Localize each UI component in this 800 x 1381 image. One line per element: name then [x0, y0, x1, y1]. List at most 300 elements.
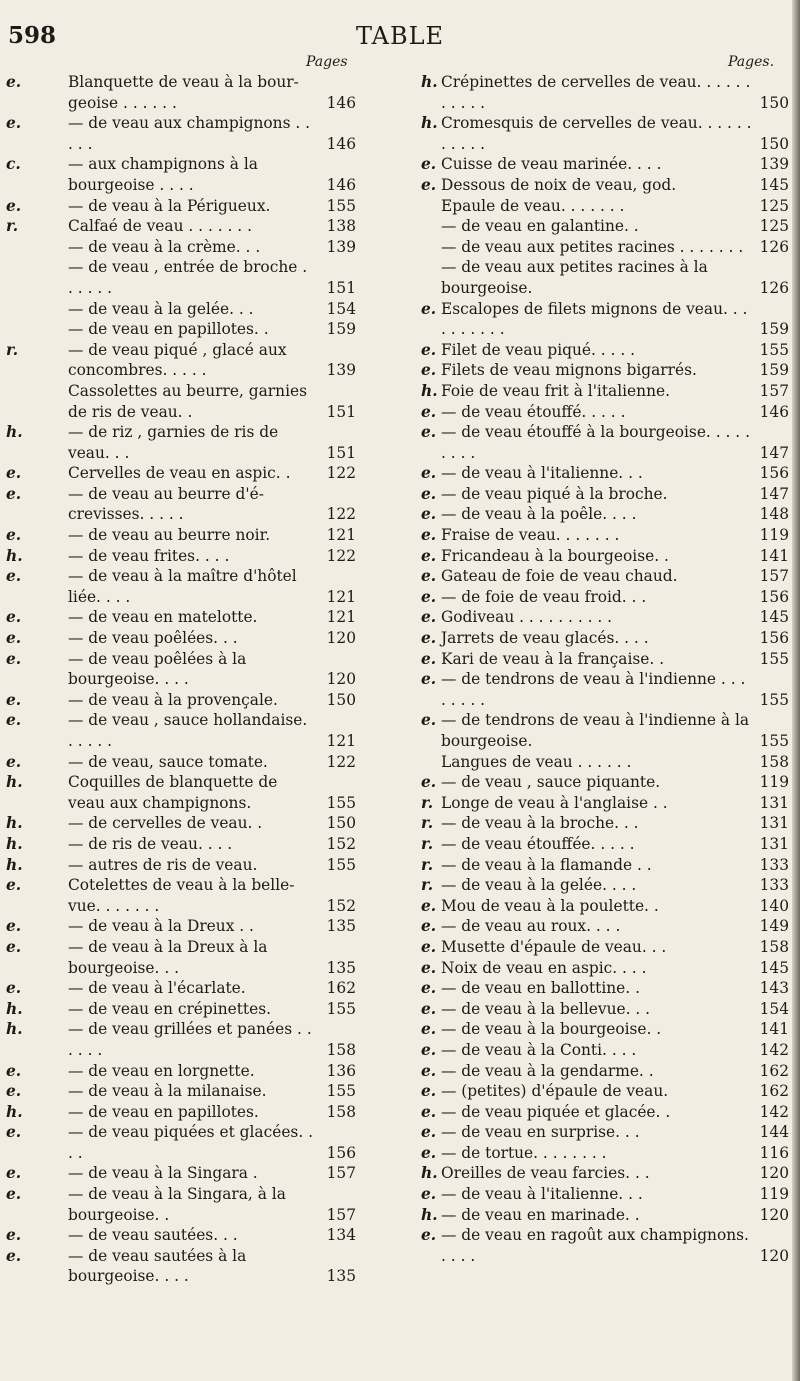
entry-page-number: 146 [326, 175, 356, 194]
entry-title: — de ris de veau. . . . [68, 834, 233, 853]
entry-title: — aux champignons à la bourgeoise . . . . [68, 155, 258, 194]
index-entry [421, 793, 793, 814]
entry-title: — de veau à la crème. . . [68, 237, 261, 256]
index-entry [421, 607, 793, 628]
entry-title: — de veau à la Singara, à la bourgeoise. . [68, 1185, 286, 1224]
entry-title: — de veau piquée et glacée. . [441, 1102, 671, 1121]
entry-title: Dessous de noix de veau, god. [441, 175, 677, 194]
entry-page-number: 142 [759, 1040, 789, 1059]
entry-page-number: 150 [759, 134, 789, 153]
entry-page-number: 145 [759, 175, 789, 194]
entry-title: — de veau poêlées. . . [68, 629, 238, 648]
left-column-pages-heading: Pages [306, 54, 348, 70]
entry-category-letter: e. [6, 1123, 22, 1142]
entry-category-letter: h. [6, 814, 23, 833]
entry-page-number: 143 [759, 979, 789, 998]
index-entry [421, 216, 793, 237]
entry-category-letter: e. [6, 1185, 22, 1204]
entry-page-number: 146 [759, 402, 789, 421]
entry-page-number: 156 [759, 629, 789, 648]
entry-title: Cromesquis de cervelles de veau. . . . . . . . . . . [441, 114, 752, 153]
entry-title: Musette d'épaule de veau. . . [441, 937, 667, 956]
entry-category-letter: e. [421, 917, 437, 936]
entry-category-letter: r. [421, 876, 434, 895]
index-entry [4, 1163, 360, 1184]
entry-page-number: 146 [326, 93, 356, 112]
entry-title: — de veau étouffé. . . . . [441, 402, 626, 421]
entry-page-number: 126 [759, 278, 789, 297]
entry-page-number: 122 [326, 464, 356, 483]
entry-title: Blanquette de veau à la bourgeoise . . . . . . [68, 73, 299, 112]
entry-category-letter: e. [6, 1164, 22, 1183]
entry-page-number: 159 [759, 361, 789, 380]
entry-category-letter: e. [421, 629, 437, 648]
entry-page-number: 155 [759, 340, 789, 359]
entry-category-letter: h. [6, 1102, 23, 1121]
index-entry [421, 299, 793, 340]
entry-title: — de cervelles de veau. . [68, 814, 263, 833]
index-entry [421, 566, 793, 587]
index-entry [4, 72, 360, 113]
entry-page-number: 135 [326, 1267, 356, 1286]
entry-title: — de tortue. . . . . . . . [441, 1143, 607, 1162]
entry-page-number: 145 [759, 608, 789, 627]
entry-page-number: 151 [326, 278, 356, 297]
entry-category-letter: h. [6, 855, 23, 874]
entry-category-letter: e. [6, 876, 22, 895]
entry-category-letter: e. [6, 1061, 22, 1080]
entry-title: — de veau piqué , glacé aux concombres. . . . . [68, 340, 287, 380]
index-entry [421, 175, 793, 196]
index-entry [4, 628, 360, 649]
entry-page-number: 146 [326, 134, 356, 153]
entry-page-number: 159 [326, 320, 356, 339]
entry-category-letter: e. [6, 608, 22, 627]
index-entry [4, 1081, 360, 1102]
entry-page-number: 126 [759, 237, 789, 256]
entry-page-number: 148 [759, 505, 789, 524]
index-entry [4, 999, 360, 1020]
entry-page-number: 150 [326, 814, 356, 833]
entry-category-letter: e. [421, 526, 437, 545]
entry-title: — de veau , sauce hollandaise. . . . . . [68, 711, 308, 750]
entry-title: Foie de veau frit à l'italienne. [441, 381, 670, 400]
entry-title: Epaule de veau. . . . . . . [441, 196, 625, 215]
entry-category-letter: e. [6, 484, 22, 503]
entry-title: Cuisse de veau marinée. . . . [441, 155, 662, 174]
entry-page-number: 152 [326, 834, 356, 853]
entry-category-letter: e. [6, 690, 22, 709]
entry-title: Kari de veau à la française. . [441, 649, 665, 668]
index-entry [421, 340, 793, 361]
entry-title: — de veau en papillotes. [68, 1102, 259, 1121]
index-entry [4, 916, 360, 937]
entry-title: — de veau poêlées à la bourgeoise. . . . [68, 649, 247, 689]
index-entry [421, 1225, 793, 1266]
entry-title: — de veau à la maître d'hôtel liée. . . . [68, 567, 297, 606]
index-entry [4, 257, 360, 298]
entry-title: — de veau étouffé à la bourgeoise. . . . . . . . . [441, 423, 750, 462]
entry-page-number: 151 [326, 443, 356, 462]
index-entry [4, 237, 360, 258]
entry-title: — de veau sautées à la bourgeoise. . . . [68, 1246, 247, 1286]
entry-page-number: 142 [759, 1102, 789, 1121]
entry-page-number: 138 [326, 217, 356, 236]
entry-title: — de veau à l'écarlate. [68, 979, 246, 998]
entry-category-letter: e. [421, 608, 437, 627]
index-entry [421, 587, 793, 608]
entry-category-letter: h. [6, 773, 23, 792]
index-entry [4, 937, 360, 978]
entry-page-number: 159 [759, 320, 789, 339]
entry-title: Cotelettes de veau à la bellevue. . . . . . . [68, 876, 295, 915]
entry-category-letter: e. [6, 917, 22, 936]
entry-title: — de veau, sauce tomate. [68, 752, 268, 771]
index-entry [4, 154, 360, 195]
entry-category-letter: e. [421, 299, 437, 318]
entry-category-letter: h. [6, 423, 23, 442]
entry-page-number: 122 [326, 505, 356, 524]
right-column-pages-heading: Pages. [728, 54, 775, 70]
entry-category-letter: r. [421, 855, 434, 874]
entry-title: — de foie de veau froid. . . [441, 587, 647, 606]
entry-page-number: 157 [759, 381, 789, 400]
entry-title: Gateau de foie de veau chaud. [441, 567, 678, 586]
entry-page-number: 151 [326, 402, 356, 421]
index-entry [421, 1163, 793, 1184]
index-entry [421, 360, 793, 381]
entry-page-number: 156 [759, 464, 789, 483]
entry-category-letter: e. [421, 546, 437, 565]
entry-page-number: 147 [759, 443, 789, 462]
index-entry [421, 72, 793, 113]
index-entry [4, 1061, 360, 1082]
entry-title: — de veau , sauce piquante. [441, 773, 661, 792]
entry-page-number: 139 [326, 237, 356, 256]
entry-page-number: 121 [326, 732, 356, 750]
entry-title: — de veau au beurre noir. [68, 526, 271, 545]
index-entry [4, 1225, 360, 1246]
entry-category-letter: e. [6, 196, 22, 215]
entry-page-number: 154 [326, 299, 356, 318]
entry-category-letter: r. [6, 340, 19, 359]
entry-title: — de veau aux petites racines . . . . . . . [441, 237, 744, 256]
entry-page-number: 120 [326, 629, 356, 648]
entry-page-number: 119 [759, 1185, 789, 1204]
index-entry [421, 875, 793, 896]
index-entry [421, 628, 793, 649]
entry-category-letter: h. [6, 546, 23, 565]
entry-category-letter: e. [421, 464, 437, 483]
entry-page-number: 131 [759, 793, 789, 812]
entry-category-letter: e. [421, 649, 437, 668]
entry-page-number: 125 [759, 217, 789, 236]
entry-title: Godiveau . . . . . . . . . . [441, 608, 613, 627]
entry-title: — de veau en galantine. . [441, 217, 639, 236]
index-entry [4, 855, 360, 876]
entry-page-number: 158 [759, 752, 789, 771]
entry-page-number: 139 [759, 155, 789, 174]
entry-category-letter: e. [421, 484, 437, 503]
entry-category-letter: e. [421, 1020, 437, 1039]
entry-category-letter: c. [6, 155, 21, 174]
entry-title: Crépinettes de cervelles de veau. . . . . . . . . . . [441, 73, 751, 112]
entry-page-number: 155 [326, 196, 356, 215]
index-entry [421, 463, 793, 484]
entry-page-number: 119 [759, 773, 789, 792]
index-entry [421, 710, 793, 751]
index-entry [421, 649, 793, 670]
entry-title: — de veau à l'italienne. . . [441, 464, 643, 483]
entry-title: — de veau en matelotte. [68, 608, 258, 627]
entry-title: — de veau piquées et glacées. . . . [68, 1123, 314, 1162]
entry-page-number: 157 [759, 567, 789, 586]
entry-category-letter: e. [6, 464, 22, 483]
entry-category-letter: e. [421, 1226, 437, 1245]
entry-title: — de veau à la Dreux à la bourgeoise. . . [68, 937, 268, 977]
entry-page-number: 133 [759, 876, 789, 895]
index-entry [421, 237, 793, 258]
entry-title: — de veau en ballottine. . [441, 979, 640, 998]
index-entry [421, 257, 793, 298]
index-entry [421, 669, 793, 710]
right-column [421, 72, 793, 1266]
entry-title: Filets de veau mignons bigarrés. [441, 361, 697, 380]
entry-category-letter: h. [421, 1205, 438, 1224]
entry-category-letter: e. [421, 175, 437, 194]
index-entry [4, 1102, 360, 1123]
entry-page-number: 139 [326, 361, 356, 380]
entry-category-letter: e. [6, 1226, 22, 1245]
entry-page-number: 135 [326, 917, 356, 936]
index-entry [4, 752, 360, 773]
entry-title: — de veau à la gendarme. . [441, 1061, 654, 1080]
index-entry [421, 1205, 793, 1226]
entry-category-letter: e. [421, 937, 437, 956]
entry-category-letter: e. [421, 587, 437, 606]
entry-category-letter: e. [6, 567, 22, 586]
entry-category-letter: e. [6, 1082, 22, 1101]
entry-title: — de veau grillées et panées . . . . . . [68, 1020, 312, 1059]
entry-page-number: 158 [326, 1040, 356, 1059]
entry-title: — de veau à la bellevue. . . [441, 999, 651, 1018]
entry-page-number: 122 [326, 752, 356, 771]
entry-title: Escalopes de filets mignons de veau. . . . . . . . . . [441, 299, 748, 339]
entry-title: Coquilles de blanquette de veau aux champignons. [68, 773, 278, 812]
entry-category-letter: e. [6, 711, 22, 730]
entry-category-letter: h. [6, 834, 23, 853]
entry-title: — de veau à la broche. . . [441, 814, 639, 833]
entry-category-letter: e. [6, 979, 22, 998]
entry-page-number: 133 [759, 855, 789, 874]
index-entry [421, 1081, 793, 1102]
header [0, 14, 800, 54]
entry-title: Noix de veau en aspic. . . . [441, 958, 647, 977]
entry-title: — de riz , garnies de ris de veau. . . [68, 423, 279, 462]
entry-page-number: 154 [759, 999, 789, 1018]
index-entry [4, 381, 360, 422]
index-entry [421, 1122, 793, 1143]
index-entry [421, 1143, 793, 1164]
index-entry [4, 813, 360, 834]
index-entry [421, 484, 793, 505]
entry-title: Jarrets de veau glacés. . . . [441, 629, 649, 648]
index-entry [4, 1122, 360, 1163]
entry-title: — de veau en crépinettes. [68, 999, 271, 1018]
entry-title: — de veau à la gelée. . . [68, 299, 254, 318]
entry-category-letter: e. [6, 752, 22, 771]
entry-category-letter: e. [421, 361, 437, 380]
entry-category-letter: e. [421, 773, 437, 792]
index-entry [421, 402, 793, 423]
entry-title: Fraise de veau. . . . . . . [441, 526, 620, 545]
index-entry [4, 1246, 360, 1287]
entry-category-letter: e. [421, 340, 437, 359]
index-entry [421, 958, 793, 979]
index-entry [4, 875, 360, 916]
entry-page-number: 162 [759, 1082, 789, 1101]
entry-title: Filet de veau piqué. . . . . [441, 340, 636, 359]
entry-category-letter: e. [421, 1123, 437, 1142]
entry-category-letter: e. [421, 1082, 437, 1101]
entry-title: Cervelles de veau en aspic. . [68, 464, 291, 483]
index-entry [421, 196, 793, 217]
entry-category-letter: e. [6, 649, 22, 668]
entry-category-letter: e. [421, 1061, 437, 1080]
entry-title: — de veau en papillotes. . [68, 320, 269, 339]
entry-title: — de veau au roux. . . . [441, 917, 621, 936]
entry-category-letter: e. [421, 402, 437, 421]
entry-title: — de veau à la Conti. . . . [441, 1040, 637, 1059]
entry-page-number: 134 [326, 1226, 356, 1245]
entry-title: — de tendrons de veau à l'indienne . . . . . . . . [441, 670, 746, 709]
entry-page-number: 157 [326, 1205, 356, 1224]
index-entry [421, 978, 793, 999]
entry-title: Calfaé de veau . . . . . . . [68, 217, 252, 236]
index-entry [4, 319, 360, 340]
entry-page-number: 144 [759, 1123, 789, 1142]
entry-category-letter: e. [6, 526, 22, 545]
entry-category-letter: h. [421, 114, 438, 133]
entry-page-number: 122 [326, 546, 356, 565]
entry-page-number: 162 [759, 1061, 789, 1080]
entry-category-letter: e. [6, 73, 22, 91]
index-entry [4, 1019, 360, 1060]
entry-page-number: 141 [759, 1020, 789, 1039]
entry-page-number: 131 [759, 814, 789, 833]
index-entry [421, 381, 793, 402]
entry-title: — de veau à la flamande . . [441, 855, 652, 874]
entry-page-number: 120 [759, 1164, 789, 1183]
entry-page-number: 155 [759, 649, 789, 668]
entry-title: — de veau en lorgnette. [68, 1061, 255, 1080]
entry-category-letter: e. [6, 114, 22, 133]
entry-title: — de veau aux petites racines à la bourgeoise. [441, 258, 708, 297]
entry-page-number: 116 [759, 1143, 789, 1162]
entry-title: — de veau étouffée. . . . . [441, 834, 635, 853]
entry-title: — de veau sautées. . . [68, 1226, 238, 1245]
entry-page-number: 121 [326, 526, 356, 545]
entry-category-letter: e. [421, 670, 437, 689]
index-entry [4, 566, 360, 607]
entry-page-number: 152 [326, 896, 356, 915]
entry-page-number: 141 [759, 546, 789, 565]
index-entry [4, 299, 360, 320]
entry-category-letter: h. [421, 73, 438, 91]
entry-title: Fricandeau à la bourgeoise. . [441, 546, 669, 565]
index-entry [4, 649, 360, 690]
index-entry [421, 937, 793, 958]
entry-category-letter: h. [421, 381, 438, 400]
left-column [4, 72, 360, 1287]
index-entry [4, 196, 360, 217]
entry-title: — de veau à la milanaise. [68, 1082, 267, 1101]
entry-page-number: 155 [759, 690, 789, 709]
entry-page-number: 136 [326, 1061, 356, 1080]
entry-title: — de veau à la gelée. . . . [441, 876, 637, 895]
entry-title: — de veau frites. . . . [68, 546, 230, 565]
entry-page-number: 120 [326, 670, 356, 689]
index-entry [4, 690, 360, 711]
entry-category-letter: e. [421, 979, 437, 998]
entry-page-number: 156 [759, 587, 789, 606]
entry-title: — de veau piqué à la broche. [441, 484, 668, 503]
entry-title: Langues de veau . . . . . . [441, 752, 632, 771]
entry-title: Oreilles de veau farcies. . . [441, 1164, 650, 1183]
entry-category-letter: e. [421, 1143, 437, 1162]
entry-category-letter: h. [421, 1164, 438, 1183]
index-entry [421, 752, 793, 773]
entry-title: — de veau à la poêle. . . . [441, 505, 637, 524]
entry-category-letter: e. [421, 505, 437, 524]
index-entry [421, 1061, 793, 1082]
entry-page-number: 158 [759, 937, 789, 956]
index-entry [421, 1184, 793, 1205]
entry-page-number: 162 [326, 979, 356, 998]
index-entry [421, 896, 793, 917]
entry-category-letter: h. [6, 999, 23, 1018]
entry-title: — de veau à la Singara . [68, 1164, 258, 1183]
entry-page-number: 158 [326, 1102, 356, 1121]
entry-title: — de veau aux champignons . . . . . [68, 114, 311, 153]
entry-page-number: 135 [326, 958, 356, 977]
entry-title: — de tendrons de veau à l'indienne à la bourgeoise. [441, 711, 750, 750]
index-entry [421, 525, 793, 546]
entry-category-letter: r. [421, 793, 434, 812]
entry-page-number: 140 [759, 896, 789, 915]
entry-category-letter: e. [421, 958, 437, 977]
index-entry [4, 710, 360, 751]
entry-page-number: 150 [326, 690, 356, 709]
entry-title: Mou de veau à la poulette. . [441, 896, 659, 915]
index-entry [421, 1040, 793, 1061]
entry-category-letter: e. [6, 937, 22, 956]
running-title: TABLE [355, 22, 445, 50]
index-entry [421, 546, 793, 567]
index-entry [421, 113, 793, 154]
index-entry [421, 855, 793, 876]
entry-title: — de veau au beurre d'écrevisses. . . . . [68, 484, 264, 524]
index-entry [4, 216, 360, 237]
index-entry [4, 772, 360, 813]
index-entry [421, 772, 793, 793]
entry-category-letter: e. [421, 1040, 437, 1059]
entry-page-number: 121 [326, 587, 356, 606]
entry-page-number: 155 [326, 999, 356, 1018]
entry-page-number: 155 [326, 793, 356, 812]
index-entry [421, 1102, 793, 1123]
entry-page-number: 155 [326, 855, 356, 874]
